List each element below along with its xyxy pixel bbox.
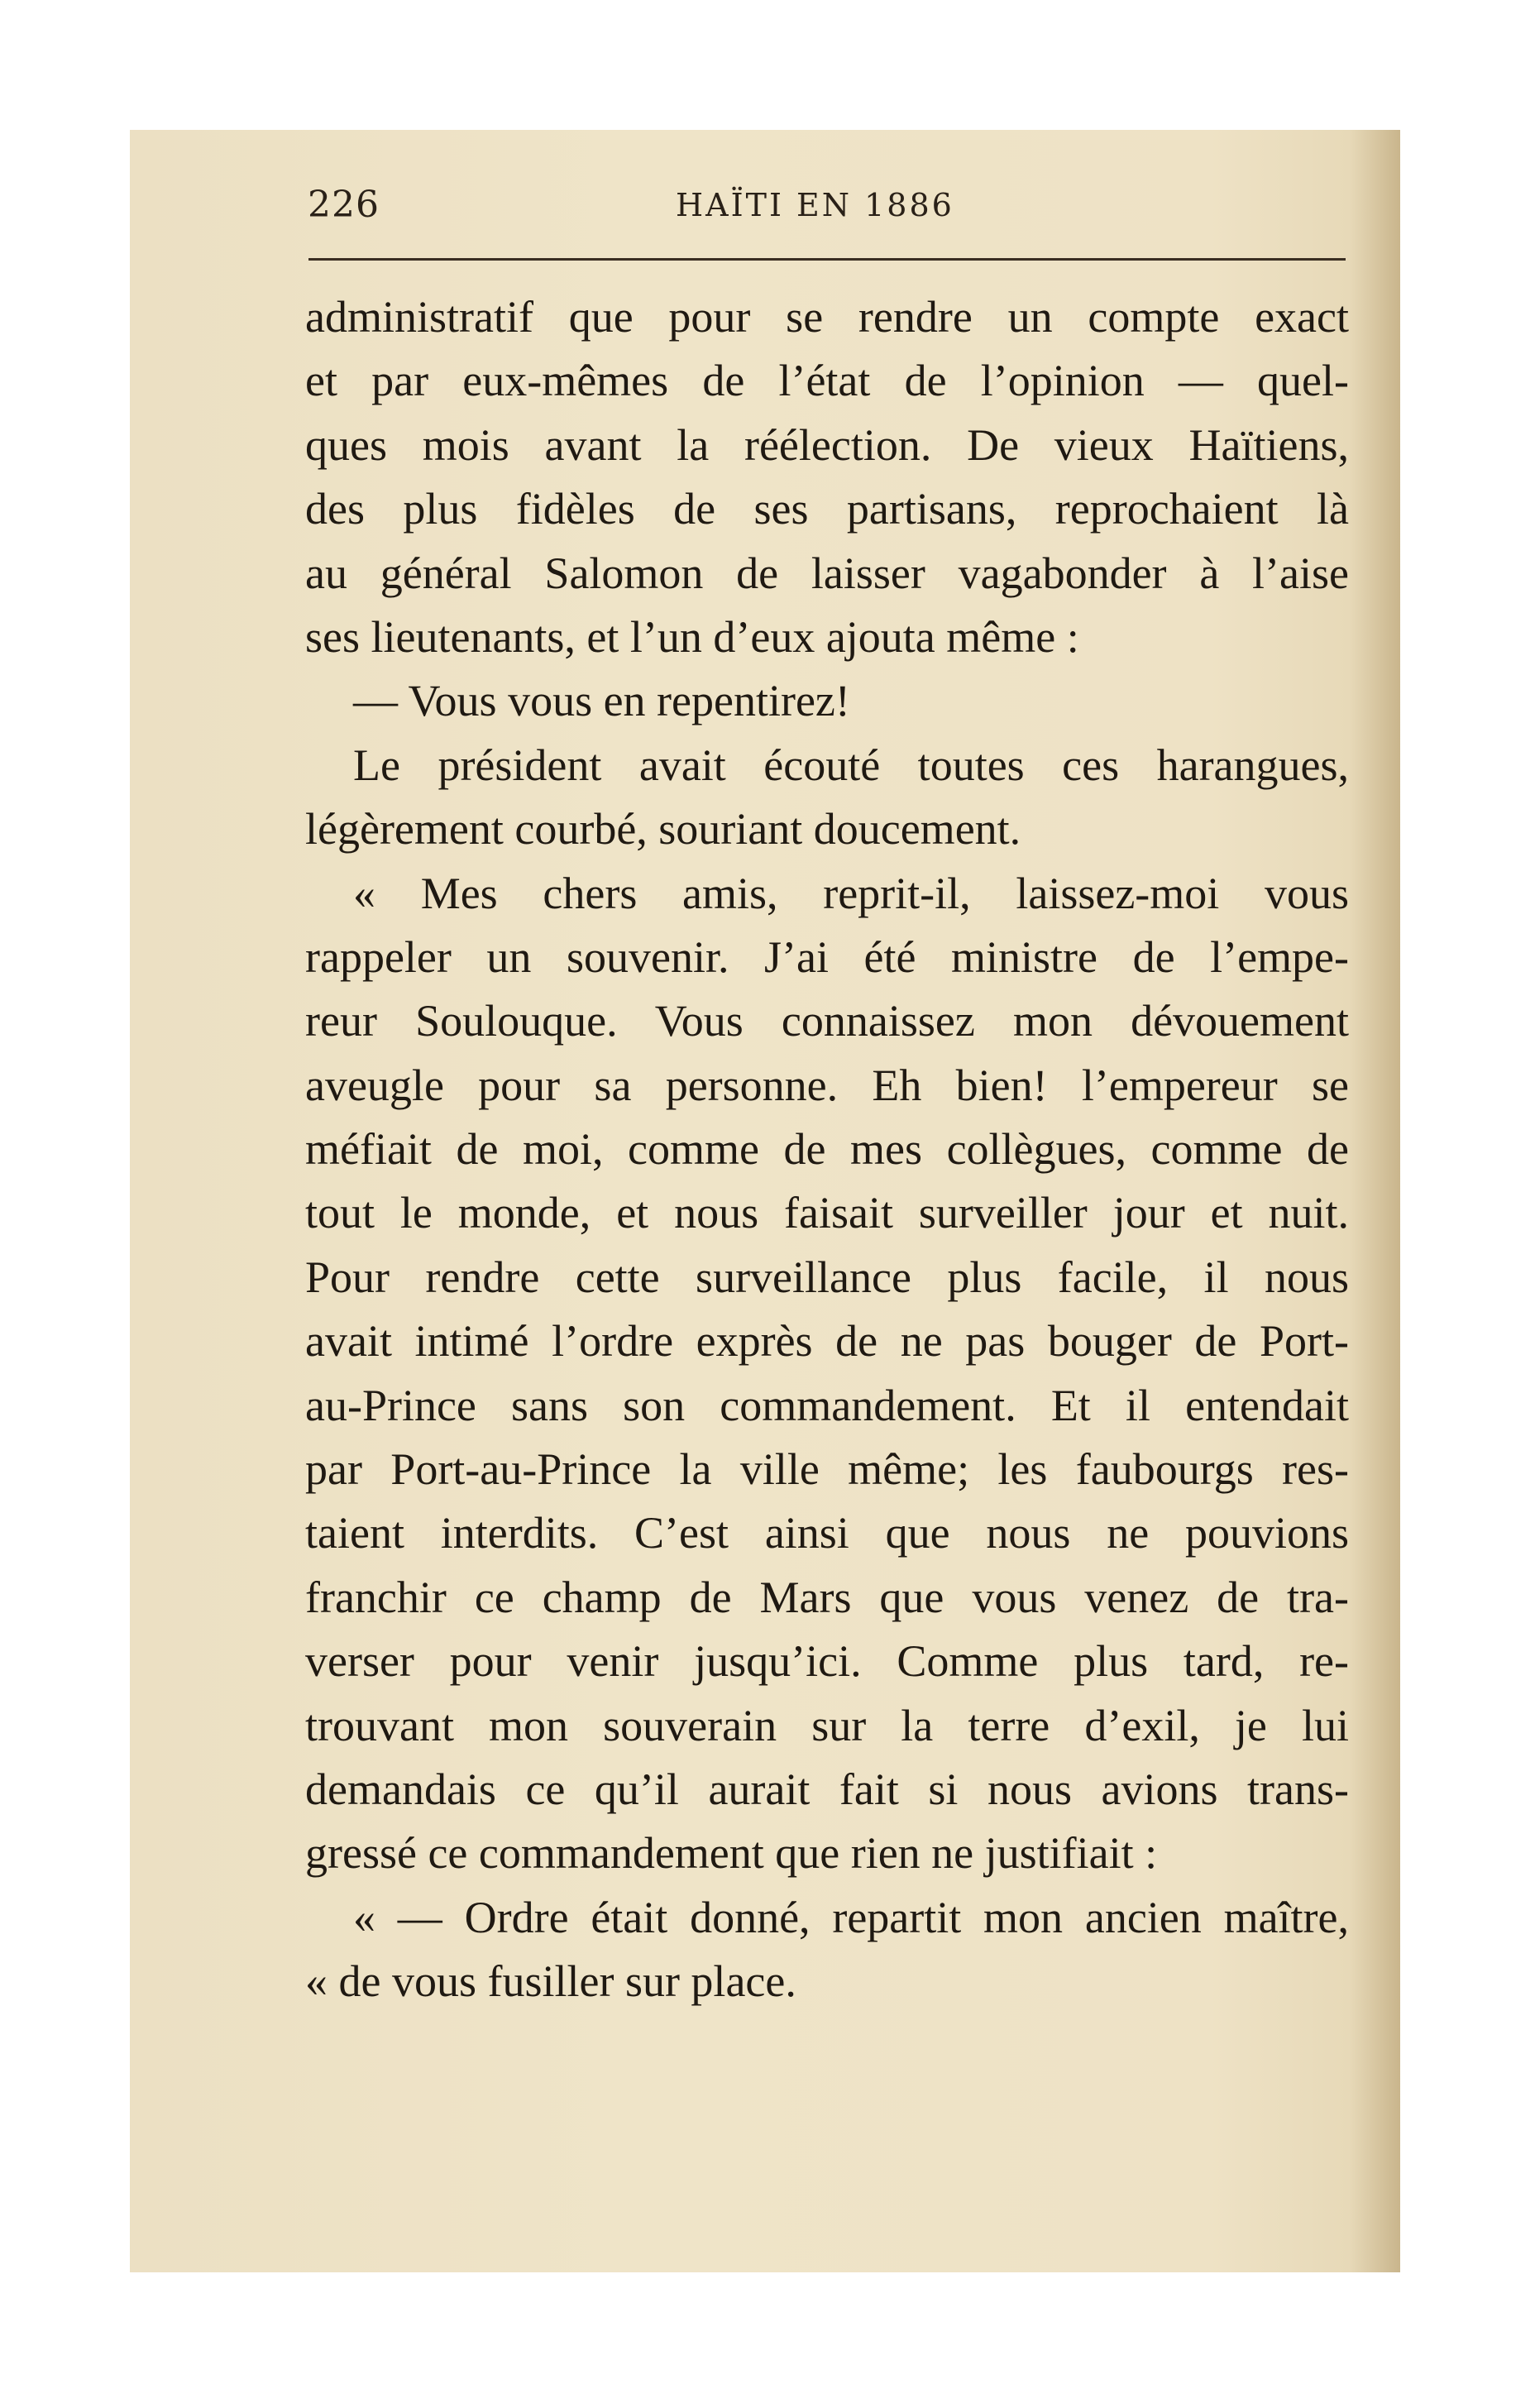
text-line: administratif que pour se rendre un compte exact	[305, 292, 1349, 342]
text-line: Le président avait écouté toutes ces harangues,	[353, 740, 1349, 790]
text-line: Pour rendre cette surveillance plus facile, il nous	[305, 1252, 1349, 1302]
text-line: avait intimé l’ordre exprès de ne pas bouger de Port-	[305, 1316, 1349, 1367]
text-line: — Vous vous en repentirez!	[353, 676, 850, 726]
text-line: franchir ce champ de Mars que vous venez de tra-	[305, 1572, 1349, 1622]
text-line: des plus fidèles de ses partisans, reprochaient là	[305, 484, 1349, 534]
text-line: demandais ce qu’il aurait fait si nous avions trans-	[305, 1764, 1349, 1814]
running-head: HAÏTI EN 1886	[676, 187, 954, 223]
text-line: et par eux-mêmes de l’état de l’opinion — quel-	[305, 356, 1349, 406]
text-line: par Port-au-Prince la ville même; les faubourgs res-	[305, 1444, 1349, 1495]
text-line: « — Ordre était donné, repartit mon ancien maître,	[353, 1892, 1349, 1942]
page-header	[308, 184, 1346, 242]
text-line: gressé ce commandement que rien ne justifiait :	[305, 1828, 1158, 1879]
text-line: « Mes chers amis, reprit-il, laissez-moi vous	[353, 868, 1349, 918]
header-rule	[308, 258, 1346, 261]
page-number: 226	[308, 184, 380, 226]
text-line: au-Prince sans son commandement. Et il entendait	[305, 1380, 1349, 1430]
text-line: tout le monde, et nous faisait surveiller jour et nuit.	[305, 1188, 1349, 1238]
text-line: trouvant mon souverain sur la terre d’exil, je lui	[305, 1700, 1349, 1750]
text-line: ques mois avant la réélection. De vieux Haïtiens,	[305, 419, 1349, 470]
text-line: aveugle pour sa personne. Eh bien! l’empereur se	[305, 1060, 1349, 1110]
text-line: taient interdits. C’est ainsi que nous ne pouvions	[305, 1508, 1349, 1558]
text-line: verser pour venir jusqu’ici. Comme plus tard, re-	[305, 1636, 1349, 1687]
text-line: légèrement courbé, souriant doucement.	[305, 804, 1021, 855]
text-line: rappeler un souvenir. J’ai été ministre de l’empe-	[305, 931, 1349, 982]
text-line: reur Soulouque. Vous connaissez mon dévouement	[305, 996, 1349, 1046]
text-line: au général Salomon de laisser vagabonder à l’aise	[305, 548, 1349, 598]
text-line: ses lieutenants, et l’un d’eux ajouta même :	[305, 611, 1079, 662]
book-page	[130, 130, 1400, 2272]
body-text	[305, 285, 1349, 2014]
text-line: méfiait de moi, comme de mes collègues, comme de	[305, 1124, 1349, 1175]
text-line: « de vous fusiller sur place.	[305, 1956, 796, 2007]
